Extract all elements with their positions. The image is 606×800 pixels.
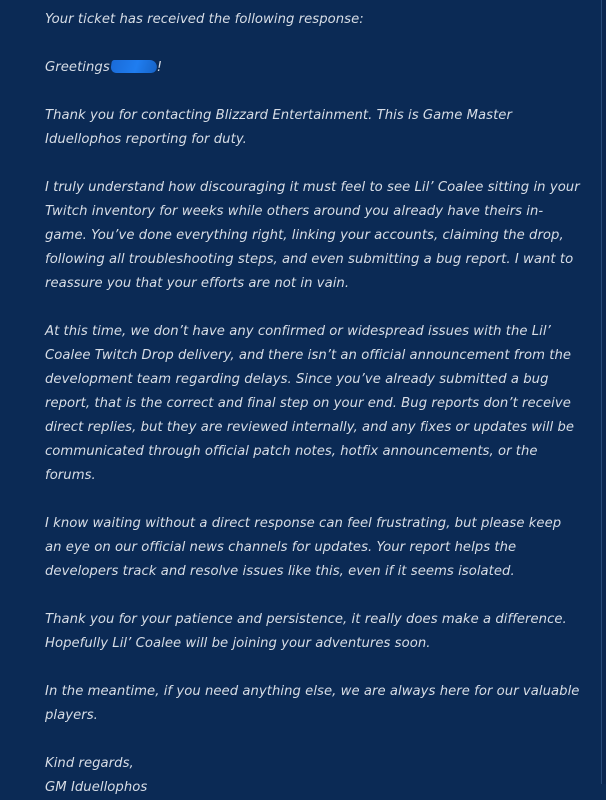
greeting-text: Greetings [45, 60, 110, 75]
message-paragraph-understanding: I truly understand how discouraging it must feel to see Lil’ Coalee sitting in your Twitch inventory for weeks while others around you already have theirs in-game. You’ve done everything right, linking your accounts, claiming the drop, following all troubleshooting steps, and even submitting a bug report. I want to reassure you that your efforts are not in vain. [45, 180, 580, 291]
message-paragraph-intro: Thank you for contacting Blizzard Entertainment. This is Game Master Iduellophos reporting for duty. [45, 108, 512, 147]
redacted-name-mark [110, 60, 158, 73]
message-paragraph-meantime: In the meantime, if you need anything else, we are always here for our valuable players. [45, 684, 580, 723]
closing-text: Kind regards, [45, 756, 134, 771]
message-paragraph-status: At this time, we don’t have any confirmed or widespread issues with the Lil’ Coalee Twitch Drop delivery, and there isn’t an official announcement from the development team regarding delays. Since you’ve already submitted a bug report, that is the correct and final step on your end. Bug reports don’t receive direct replies, but they are reviewed internally, and any fixes or updates will be communicated through official patch notes, hotfix announcements, or the forums. [45, 324, 575, 483]
greeting-punctuation: ! [156, 60, 163, 75]
message-paragraph-waiting: I know waiting without a direct response can feel frustrating, but please keep an eye on our official news channels for updates. Your report helps the developers track and resolve issues like this, even if it seems isolated. [45, 516, 562, 579]
greeting-line [45, 56, 580, 80]
ticket-message-body [45, 8, 580, 800]
right-edge-strip [602, 0, 606, 784]
ticket-intro-text: Your ticket has received the following response: [45, 12, 364, 27]
message-paragraph-thanks: Thank you for your patience and persistence, it really does make a difference. Hopefully Lil’ Coalee will be joining your adventures soon. [45, 612, 567, 651]
signature-text: GM Iduellophos [45, 780, 148, 795]
